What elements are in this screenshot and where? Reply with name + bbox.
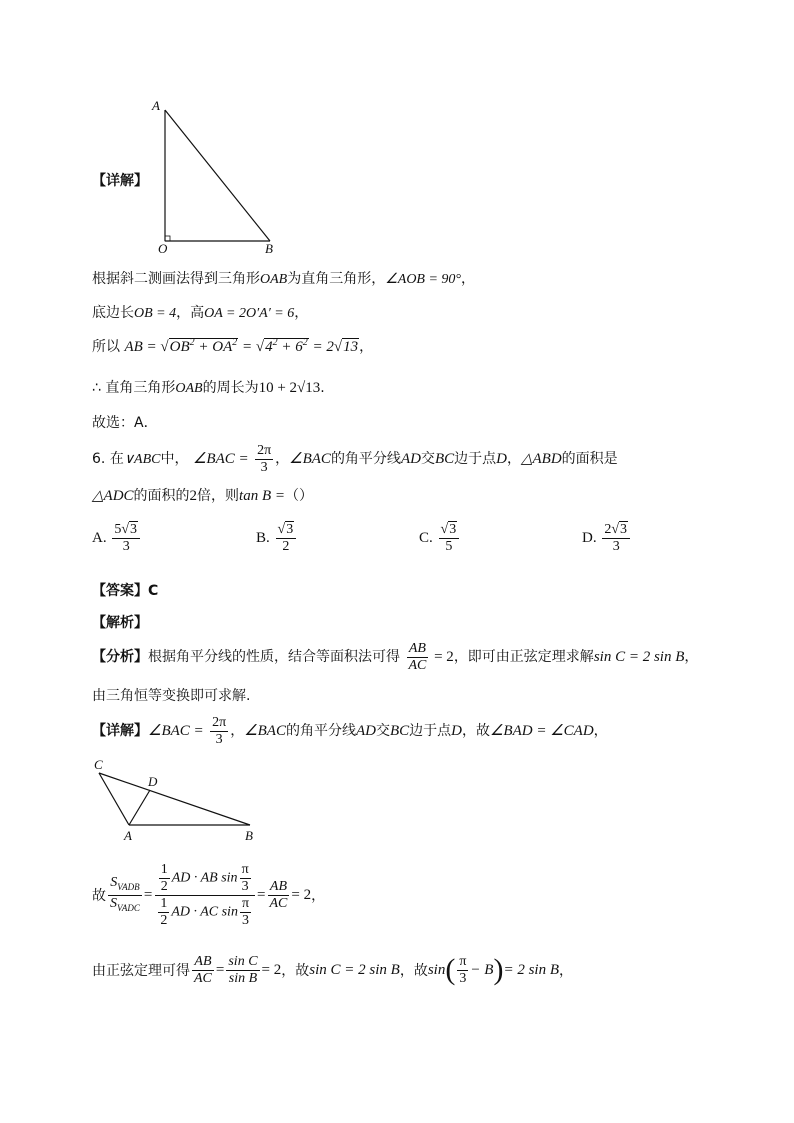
text: 的面积是 <box>561 451 618 467</box>
math-oab: OAB <box>175 381 203 396</box>
bisector-ad <box>129 790 150 825</box>
question-6-line-1 <box>92 440 618 479</box>
text: ，高 <box>176 305 205 321</box>
option-d[interactable] <box>582 522 632 555</box>
text: ， <box>359 339 374 355</box>
math-ad: AD <box>400 451 421 467</box>
solution-line-3 <box>92 336 373 356</box>
side-ca <box>99 773 129 825</box>
text: ， <box>506 451 521 467</box>
analysis-line-2: 由三角恒等变换即可求解. <box>92 688 251 704</box>
text: ，即可由正弦定理求解 <box>453 649 594 665</box>
fraction-ab-ac: $\frac{AB}{AC}$ <box>408 640 427 673</box>
text: 边于点 <box>409 723 452 739</box>
text: 根据斜二测画法得到三角形 <box>92 271 260 287</box>
text: ， <box>559 963 574 979</box>
text: . <box>320 380 325 396</box>
label: 【详解】 <box>92 723 148 739</box>
fraction-ab-ac: $\frac{AB}{AC}$ <box>269 878 288 911</box>
fraction-sinc-sinb: $\frac{\text{sin C}}{\text{sin B}}$ <box>228 953 258 986</box>
math-rhs: = 2 sin B <box>503 961 560 978</box>
fraction-2pi-3: $\frac{2\pi}{3}$ <box>212 714 227 747</box>
text: ， <box>230 723 245 739</box>
question-6-line-2 <box>92 485 313 505</box>
math-oab: OAB <box>260 272 288 287</box>
label-a: A <box>152 98 160 113</box>
math-sinc: sin C = 2 sin B <box>309 961 400 978</box>
label-b: B <box>265 241 273 256</box>
math-sin: sin <box>427 961 446 978</box>
analysis-label: 【解析】 <box>92 615 148 631</box>
side-cb <box>99 773 250 825</box>
math-triangle-abc: ∨ABC <box>123 452 161 467</box>
math-ab-formula: AB = $√OB^2 + OA^2 = √4^2 + 6^2 = 2√13$ <box>124 337 359 355</box>
answer-line: 【答案】C <box>92 583 159 599</box>
text: ， <box>593 723 608 739</box>
math-d: D <box>451 723 462 739</box>
option-letter: C. <box>419 529 433 546</box>
fraction: $\frac{√3}{5}$ <box>439 522 460 555</box>
solution-line-1 <box>92 268 475 288</box>
option-letter: A. <box>92 529 107 546</box>
fraction-pi-3: $\frac{\pi}{3}$ <box>459 953 467 986</box>
text: 根据角平分线的性质，结合等面积法可得 <box>148 649 400 665</box>
label-o: O <box>158 241 168 256</box>
paren-left: ( <box>445 953 456 986</box>
solution-line-2 <box>92 302 308 322</box>
math-perimeter: 10 + 2√13 <box>258 380 321 396</box>
paren-right: ) <box>493 953 504 986</box>
text: 所以 <box>92 339 120 355</box>
option-b[interactable] <box>256 522 298 555</box>
math-bc: BC <box>389 723 410 739</box>
text: 倍，则 <box>197 488 240 504</box>
text: 的角平分线 <box>285 723 356 739</box>
option-letter: D. <box>582 529 597 546</box>
math-angle-aob: ∠AOB = 90° <box>385 272 462 287</box>
side-ab <box>165 110 270 241</box>
fraction-2pi-3: $\frac{2\pi}{3}$ <box>257 442 272 475</box>
label-a: A <box>124 828 132 843</box>
text: 的周长为 <box>202 380 259 396</box>
text: 由正弦定理可得 <box>92 963 190 979</box>
fraction-area-ratio: $\frac{S_{VADB}}{S_{VADC}}$ <box>110 874 140 913</box>
text: ， <box>275 451 290 467</box>
label-b: B <box>245 828 253 843</box>
math-angle-eq: ∠BAD = ∠CAD <box>489 723 594 739</box>
math-ad: AD <box>355 723 376 739</box>
fraction: $\frac{5√3}{3}$ <box>112 522 140 555</box>
option-a[interactable] <box>92 522 142 555</box>
text: 的面积的 <box>133 488 190 504</box>
text: ， <box>684 649 699 665</box>
fraction-ab-ac: $\frac{AB}{AC}$ <box>194 953 212 986</box>
math-bc: BC <box>434 451 455 467</box>
right-triangle-figure-oab <box>145 95 285 260</box>
sine-law-line: 由正弦定理可得 $\frac{AB}{AC}$ = $\frac{\text{sin C}}{\text{sin B}}$ = 2 ，故 sin C = 2 sin B ，故 sin ( $\frac{\pi}{3}$ − B ) = 2 sin B ， <box>92 953 574 986</box>
text: （） <box>285 488 313 504</box>
math-sinc: sin C = 2 sin B <box>593 649 685 665</box>
math-angle-bac: ∠BAC = <box>148 723 204 739</box>
fraction: $\frac{√3}{2}$ <box>276 522 297 555</box>
text: ∴ 直角三角形 <box>92 380 176 396</box>
label-d: D <box>148 774 158 789</box>
text: ，故 <box>399 963 428 979</box>
text: 交 <box>420 451 435 467</box>
math-tanb: tan B = <box>239 488 285 504</box>
math-triangle-abd: △ABD <box>520 451 562 467</box>
detail-label: 【详解】 <box>92 173 148 189</box>
analysis-line-1: 【分析】根据角平分线的性质，结合等面积法可得 $\frac{AB}{AC}$ = 2，即可由正弦定理求解sin C = 2 sin B， <box>92 640 699 673</box>
text: 故 <box>92 888 106 904</box>
text: 中， <box>160 451 189 467</box>
text: ，故 <box>461 723 490 739</box>
text: 的角平分线 <box>330 451 401 467</box>
text: 在 <box>109 451 124 467</box>
text: 边于点 <box>454 451 497 467</box>
label-c: C <box>94 757 103 772</box>
math-d: D <box>496 451 507 467</box>
choice-line: 故选：A． <box>92 415 158 431</box>
math-angle-bac: ∠BAC = <box>192 451 249 467</box>
text: ， <box>311 888 326 904</box>
math-ob: OB = 4 <box>134 306 177 321</box>
text: ， <box>294 305 309 321</box>
detail-line-1 <box>92 712 608 750</box>
text: 底边长 <box>92 305 134 321</box>
label: 【分析】 <box>92 649 148 665</box>
math-angle-bac: ∠BAC <box>244 723 286 739</box>
question-number: 6. <box>92 451 106 467</box>
math-oa: OA = 2O′A′ = 6 <box>204 306 295 321</box>
fraction-area-formula: $\frac{1}{2}$ AD · AB sin $\frac{\pi}{3}$ $\frac{1}{2}$ AD · AC sin $\frac{\pi}{3}$ <box>154 862 255 929</box>
text: 交 <box>375 723 390 739</box>
text: ，故 <box>281 963 310 979</box>
math-triangle-adc: △ADC <box>92 488 134 504</box>
area-ratio-equation: 故 $\frac{S_{VADB}}{S_{VADC}}$ = $\frac{1}{2}$ AD · AB sin $\frac{\pi}{3}$ $\frac{1}{2}$ AD · AC sin $\frac{\pi}{3}$ = $\frac{AB}{AC}$ = 2 ， <box>92 861 326 928</box>
option-letter: B. <box>256 529 270 546</box>
text: 2 <box>189 488 198 504</box>
fraction: $\frac{2√3}{3}$ <box>602 522 630 555</box>
solution-line-4 <box>92 377 325 397</box>
triangle-figure-abc <box>88 755 268 845</box>
option-c[interactable] <box>419 522 461 555</box>
math-angle-bac: ∠BAC <box>289 451 331 467</box>
text: ， <box>461 271 476 287</box>
text: 为直角三角形， <box>287 271 386 287</box>
